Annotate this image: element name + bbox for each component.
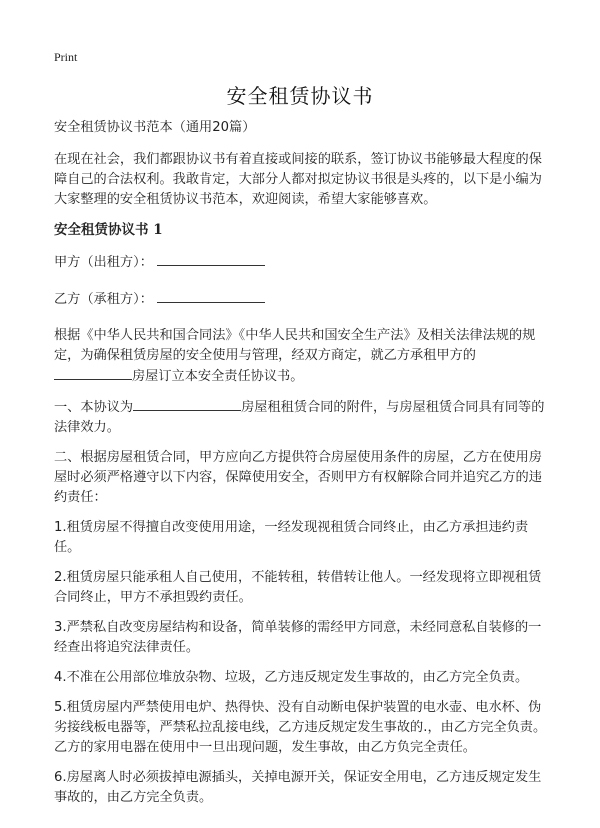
document-body — [54, 118, 554, 818]
party-a-blank — [157, 252, 265, 266]
clause-1-text-1: 一、本协议为 — [54, 400, 134, 415]
list-item: 2.租赁房屋只能承租人自己使用，不能转租，转借转让他人。一经发现将立即视租赁合同终止，甲方不承担毁约责任。 — [54, 570, 542, 605]
list-item: 5.租赁房屋内严禁使用电炉、热得快、没有自动断电保护装置的电水壶、电水杯、伪劣接线板电器等，严禁私拉乱接电线，乙方违反规定发生事故的.，由乙方完全负责。乙方的家用电器在使用中一旦出现问题，发生事故，由乙方负完全责任。 — [54, 700, 547, 755]
preamble-paragraph — [54, 326, 554, 387]
preamble-text-2: 房屋订立本安全责任协议书。 — [132, 369, 304, 384]
document-subtitle: 安全租赁协议书范本（通用20篇） — [54, 120, 256, 135]
list-item: 3.严禁私自改变房屋结构和设备，简单装修的需经甲方同意，未经同意私自装修的一经查出将追究法律责任。 — [54, 620, 542, 655]
clause-1-text-2: 房屋租租赁合同的附件，与房屋租赁合同具有同等的法律效力。 — [54, 400, 545, 435]
party-b-blank — [157, 289, 265, 303]
party-b-label: 乙方（承租方）： — [54, 292, 153, 307]
clause-1 — [54, 397, 554, 438]
preamble-text-1: 根据《中华人民共和国合同法》《中华人民共和国安全生产法》及相关法律法规的规定，为确保租赁房屋的安全使用与管理，经双方商定，就乙方承租甲方的 — [54, 328, 536, 363]
party-b-line — [54, 289, 554, 310]
list-item: 6.房屋离人时必须拔掉电源插头，关掉电源开关，保证安全用电，乙方违反规定发生事故的，由乙方完全负责。 — [54, 770, 542, 805]
document-title: 安全租赁协议书 — [226, 84, 374, 108]
property-address-blank — [54, 366, 132, 380]
print-label[interactable]: Print — [54, 50, 78, 64]
contract-blank — [133, 397, 241, 411]
party-a-label: 甲方（出租方）： — [54, 255, 153, 270]
intro-paragraph: 在现在社会，我们都跟协议书有着直接或间接的联系，签订协议书能够最大程度的保障自己的合法权利。我敢肯定，大部分人都对拟定协议书很是头疼的，以下是小编为大家整理的安全租赁协议书范本，欢迎阅读，希望大家能够喜欢。 — [54, 152, 542, 207]
party-a-line — [54, 252, 554, 273]
clause-2: 二、根据房屋租赁合同，甲方应向乙方提供符合房屋使用条件的房屋，乙方在使用房屋时必须严格遵守以下内容，保障使用安全，否则甲方有权解除合同并追究乙方的违约责任： — [54, 450, 542, 505]
section-heading: 安全租赁协议书 1 — [54, 222, 163, 238]
list-item: 4.不准在公用部位堆放杂物、垃圾，乙方违反规定发生事故的，由乙方完全负责。 — [54, 670, 529, 685]
list-item: 1.租赁房屋不得擅自改变使用用途，一经发现视租赁合同终止，由乙方承担违约责任。 — [54, 520, 529, 555]
